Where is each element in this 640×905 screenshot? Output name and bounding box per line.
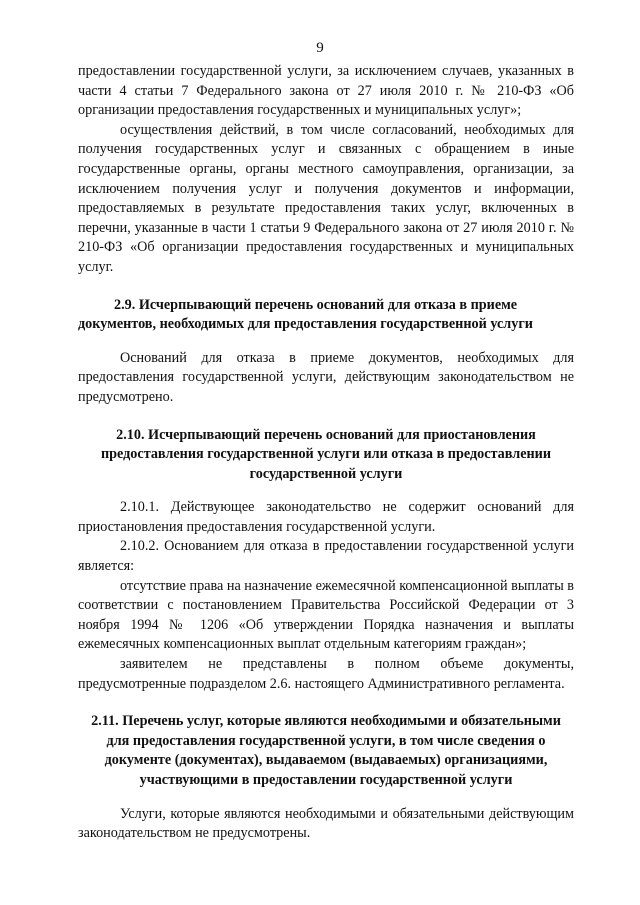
page-number: 9 <box>316 40 324 56</box>
heading-2-10: 2.10. Исчерпывающий перечень оснований для приостановления предоставления государственной услуги или отказа в предоставлении государственной услуги <box>100 426 552 482</box>
paragraph-2-9: Оснований для отказа в приеме документов, необходимых для предоставления государственной услуги, действующим законодательством не предусмотрено. <box>78 349 574 405</box>
page-content <box>78 62 574 844</box>
paragraph-2-10-4: заявителем не представлены в полном объеме документы, предусмотренные подразделом 2.6. настоящего Административного регламента. <box>78 656 574 692</box>
paragraph-top-1: предоставлении государственной услуги, за исключением случаев, указанных в части 4 статьи 7 Федерального закона от 27 июля 2010 г. № 210-ФЗ «Об организации предоставления государственных и муниципальных услуг»; <box>78 63 574 119</box>
paragraph-2-10-2: 2.10.2. Основанием для отказа в предоставлении государственной услуги является: <box>78 538 574 575</box>
paragraph-2-10-1: 2.10.1. Действующее законодательство не содержит оснований для приостановления предоставления государственной услуги. <box>78 499 574 535</box>
paragraph-top-2: осуществления действий, в том числе согласований, необходимых для получения государственных услуг и связанных с обращением в иные государственные органы, органы местного самоуправления, организации, за исключением получения услуг и получения документов и информации, предоставляемых в результате предоставления таких услуг, включенных в перечни, указанные в части 1 статьи 9 Федерального закона от 27 июля 2010 г. № 210-ФЗ «Об организации предоставления государственных и муниципальных услуг. <box>78 121 574 275</box>
paragraph-2-11: Услуги, которые являются необходимыми и обязательными действующим законодательством не предусмотрены. <box>78 805 574 842</box>
heading-2-11: 2.11. Перечень услуг, которые являются необходимыми и обязательными для предоставления государственной услуги, в том числе сведения о документе (документах), выдаваемом (выдаваемых) организациями, участвующими в предоставлении государственной услуги <box>91 713 561 788</box>
paragraph-2-10-3: отсутствие права на назначение ежемесячной компенсационной выплаты в соответствии с постановлением Правительства Российской Федерации от 3 ноября 1994 № 1206 «Об утверждении Порядка назначения и выплаты ежемесячных компенсационных выплат отдельным категориям граждан»; <box>78 577 574 653</box>
heading-2-9: 2.9. Исчерпывающий перечень оснований для отказа в приеме документов, необходимых для предоставления государственной услуги <box>78 296 533 333</box>
